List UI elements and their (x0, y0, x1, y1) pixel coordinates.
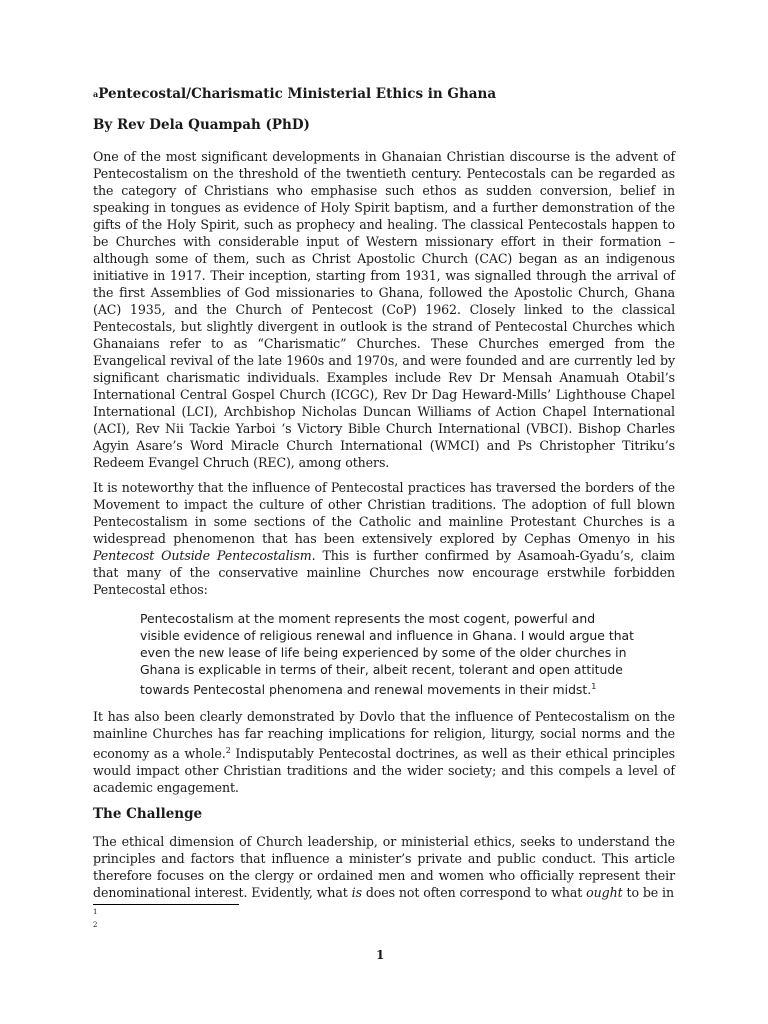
document-title (93, 86, 675, 103)
quote-footnote-ref: 1 (591, 682, 597, 691)
block-quote (140, 610, 635, 698)
book-title: Pentecost Outside Pentecostalism (93, 548, 312, 563)
paragraph-influence-end: . This is further confirmed by Asamoah-Gyadu’s, claim that many of the conservative mainline Churches now encourage erstwhile forbidden Pentecostal ethos: (93, 548, 675, 597)
footnote-separator (93, 904, 239, 905)
paragraph-dovlo-end: Indisputably Pentecostal doctrines, as well as their ethical principles would impact other Christian traditions and the wider society; and this compels a level of academic engagement. (93, 746, 675, 796)
author-byline: By Rev Dela Quampah (PhD) (93, 117, 310, 133)
page-number: 1 (376, 948, 385, 962)
paragraph-influence-text: It is noteworthy that the influence of Pentecostal practices has traversed the borders of the Movement to impact the culture of other Christian traditions. The adoption of full blown Pentecostalism in some sections of the Catholic and mainline Protestant Churches is a widespread phenomenon that has been extensively explored by Cephas Omenyo in his (93, 480, 675, 546)
emphasis-ought: ought (586, 885, 623, 901)
paragraph-challenge (93, 833, 675, 901)
paragraph-challenge-middle: does not often correspond to what (361, 885, 587, 901)
paragraph-challenge-text: The ethical dimension of Church leadership, or ministerial ethics, seeks to understand the principles and factors that influence a minister’s private and public conduct. This article therefore focuses on the clergy or ordained men and women who officially represent their denominational interest. Evidently, what (93, 834, 675, 901)
title-marker: a (93, 89, 99, 99)
quote-text: Pentecostalism at the moment represents the most cogent, powerful and visible evidence of religious renewal and influence in Ghana. I would argue that even the new lease of life being experienced by some of the older churches in Ghana is explicable in terms of their, albeit recent, tolerant and open attitude towards Pentecostal phenomena and renewal movements in their midst. (140, 611, 635, 698)
paragraph-dovlo-text: It has also been clearly demonstrated by Dovlo that the influence of Pentecostalism on the mainline Churches has far reaching implications for religion, liturgy, social norms and the economy as a whole. (93, 709, 675, 762)
emphasis-is: is (351, 885, 362, 901)
paragraph-dovlo (93, 708, 675, 796)
paragraph-influence (93, 479, 675, 598)
title-text: Pentecostal/Charismatic Ministerial Ethics in Ghana (98, 86, 497, 102)
footnote-1-marker: 1 (93, 908, 98, 916)
footnote-2-marker: 2 (93, 921, 98, 929)
paragraph-intro: One of the most significant developments in Ghanaian Christian discourse is the advent of Pentecostalism on the threshold of the twentieth century. Pentecostals can be regarded as the category of Christians who emphasise such ethos as sudden conversion, belief in speaking in tongues as evidence of Holy Spirit baptism, and a further demonstration of the gifts of the Holy Spirit, such as prophecy and healing. The classical Pentecostals happen to be Churches with considerable input of Western missionary effort in their formation – although some of them, such as Christ Apostolic Church (CAC) began as an indigenous initiative in 1917. Their inception, starting from 1931, was signalled through the arrival of the first Assemblies of God missionaries to Ghana, followed the Apostolic Church, Ghana (AC) 1935, and the Church of Pentecost (CoP) 1962. Closely linked to the classical Pentecostals, but slightly divergent in outlook is the strand of Pentecostal Churches which Ghanaians refer to as “Charismatic” Churches. These Churches emerged from the Evangelical revival of the late 1960s and 1970s, and were founded and are currently led by significant charismatic individuals. Examples include Rev Dr Mensah Anamuah Otabil’s International Central Gospel Church (ICGC), Rev Dr Dag Heward-Mills’ Lighthouse Chapel International (LCI), Archbishop Nicholas Duncan Williams of Action Chapel International (ACI), Rev Nii Tackie Yarboi ‘s Victory Bible Church International (VBCI). Bishop Charles Agyin Asare’s Word Miracle Church International (WMCI) and Ps Christopher Titriku’s Redeem Evangel Chruch (REC), among others. (93, 149, 675, 470)
dovlo-footnote-ref: 2 (225, 746, 231, 756)
paragraph-challenge-end: to be in (622, 885, 674, 901)
document-body (93, 86, 675, 901)
section-heading: The Challenge (93, 806, 203, 823)
